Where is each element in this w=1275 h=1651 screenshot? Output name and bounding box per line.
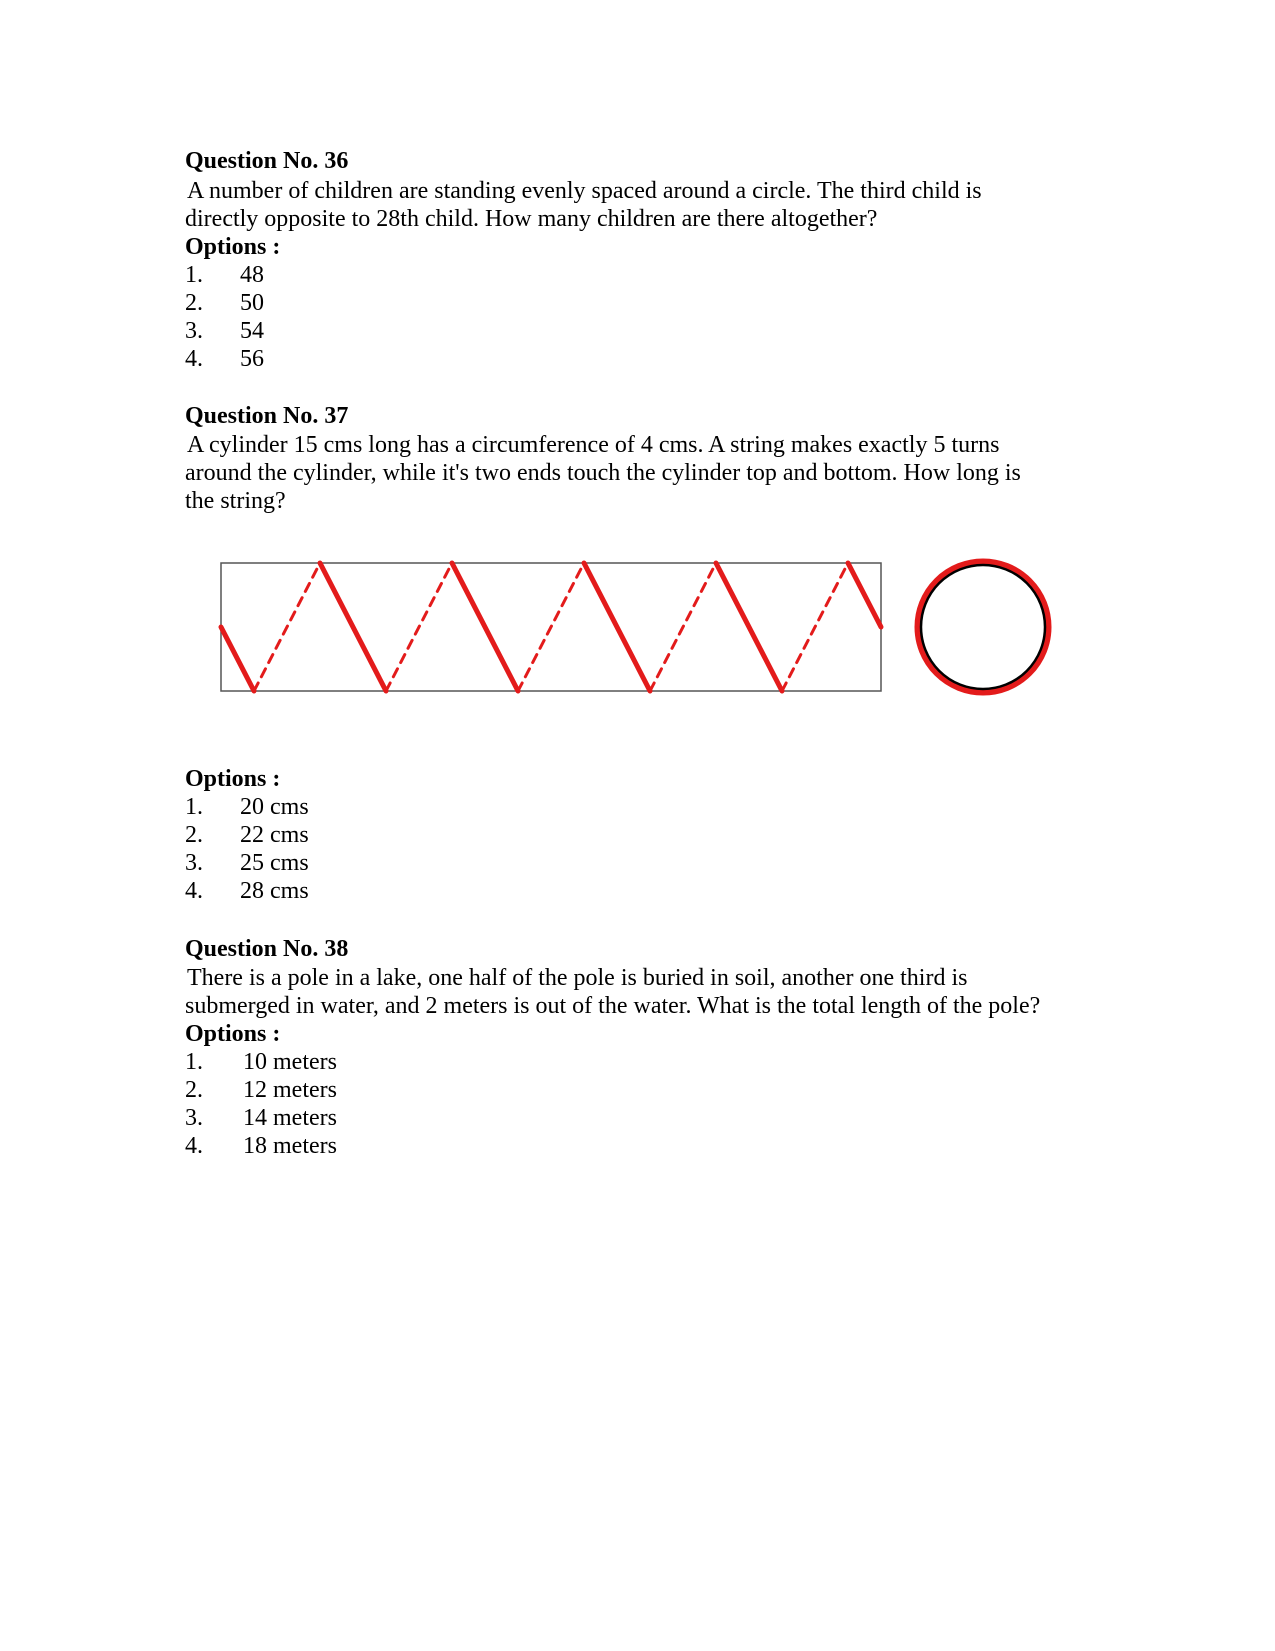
option-number: 1. xyxy=(185,794,203,820)
option-text: 14 meters xyxy=(243,1105,337,1131)
option-text: 12 meters xyxy=(243,1077,337,1103)
option-number: 3. xyxy=(185,850,203,876)
question-text-line: A cylinder 15 cms long has a circumference of 4 cms. A string makes exactly 5 turns xyxy=(187,432,1000,458)
option-text: 22 cms xyxy=(240,822,309,848)
option-text: 48 xyxy=(240,262,264,288)
options-label: Options : xyxy=(185,234,281,260)
string-front-segment xyxy=(584,563,650,691)
option-number: 3. xyxy=(185,318,203,344)
options-label: Options : xyxy=(185,766,281,792)
option-text: 20 cms xyxy=(240,794,309,820)
option-text: 50 xyxy=(240,290,264,316)
string-back-segment xyxy=(650,563,716,691)
option-text: 10 meters xyxy=(243,1049,337,1075)
question-text-line: around the cylinder, while it's two ends touch the cylinder top and bottom. How long is xyxy=(185,460,1021,486)
question-text-line: There is a pole in a lake, one half of the pole is buried in soil, another one third is xyxy=(187,965,968,991)
options-label: Options : xyxy=(185,1021,281,1047)
string-back-segment xyxy=(782,563,848,691)
option-number: 4. xyxy=(185,1133,203,1159)
question-heading: Question No. 38 xyxy=(185,936,349,962)
option-number: 2. xyxy=(185,822,203,848)
option-number: 1. xyxy=(185,1049,203,1075)
string-back-segment xyxy=(518,563,584,691)
question-text-line: submerged in water, and 2 meters is out of the water. What is the total length of the pole? xyxy=(185,993,1041,1019)
option-number: 3. xyxy=(185,1105,203,1131)
option-text: 56 xyxy=(240,346,264,372)
option-text: 54 xyxy=(240,318,264,344)
string-front-segment xyxy=(452,563,518,691)
option-text: 28 cms xyxy=(240,878,309,904)
string-front-segment xyxy=(716,563,782,691)
string-front-segment xyxy=(848,563,881,627)
option-text: 25 cms xyxy=(240,850,309,876)
string-path xyxy=(221,563,881,691)
string-back-segment xyxy=(386,563,452,691)
string-back-segment xyxy=(254,563,320,691)
cylinder-cross-section-inner xyxy=(921,565,1045,689)
question-text-line: the string? xyxy=(185,488,286,514)
option-number: 4. xyxy=(185,878,203,904)
question-text-line: A number of children are standing evenly spaced around a circle. The third child is xyxy=(187,178,982,204)
string-front-segment xyxy=(221,627,254,691)
string-front-segment xyxy=(320,563,386,691)
option-number: 2. xyxy=(185,1077,203,1103)
question-heading: Question No. 37 xyxy=(185,403,349,429)
option-text: 18 meters xyxy=(243,1133,337,1159)
option-number: 4. xyxy=(185,346,203,372)
cylinder-cross-section-outer xyxy=(918,562,1048,692)
question-text-line: directly opposite to 28th child. How many children are there altogether? xyxy=(185,206,878,232)
option-number: 1. xyxy=(185,262,203,288)
question-heading: Question No. 36 xyxy=(185,148,349,174)
option-number: 2. xyxy=(185,290,203,316)
